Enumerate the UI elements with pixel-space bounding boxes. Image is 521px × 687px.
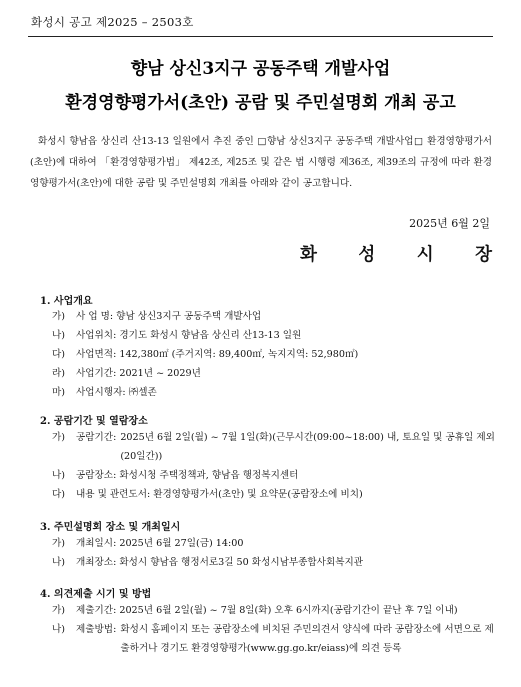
document-number: 화성시 공고 제2025 – 2503호 [31, 15, 194, 29]
signer-char: 화 [300, 245, 317, 265]
header-divider [28, 36, 493, 37]
list-item [52, 466, 497, 485]
section-heading: 3. 주민설명회 장소 및 개최일시 [40, 522, 181, 533]
list-item [52, 326, 497, 345]
notice-date: 2025년 6월 2일 [409, 217, 490, 230]
item-text: 사업면적: 142,380㎡ (주거지역: 89,400㎡, 녹지지역: 52,980㎡) [76, 349, 359, 360]
item-text: 제출기간: 2025년 6월 2일(월) ~ 7월 8일(화) 오후 6시까지(공람기간이 끝난 후 7일 이내) [76, 605, 458, 616]
item-text: 개최장소: 화성시 향남읍 행정서로3길 50 화성시남부종합사회복지관 [76, 557, 364, 568]
item-marker: 가) [52, 538, 66, 549]
item-label: 공람기간: [76, 432, 117, 443]
section-heading: 4. 의견제출 시기 및 방법 [40, 589, 152, 600]
item-marker: 나) [52, 330, 66, 341]
intro-paragraph: 화성시 향남읍 상신리 산13-13 일원에서 추진 중인 □향남 상신3지구 공동주택 개발사업□ 환경영향평가서(초안)에 대하여 「환경영향평가법」 제42조, 제25조 및 같은 법 시행령 제36조, 제39조의 규정에 따라 환경영향평가서(초안)에 대한 공람 및 주민설명회 개최를 아래와 같이 공고합니다. [30, 136, 492, 189]
signer-char: 시 [416, 245, 434, 265]
title-line-2: 환경영향평가서(초안) 공람 및 주민설명회 개최 공고 [65, 93, 456, 113]
item-marker: 가) [52, 432, 66, 443]
section-heading: 1. 사업개요 [40, 296, 93, 307]
item-label: 제출방법: [76, 624, 117, 635]
item-marker: 라) [52, 368, 66, 379]
list-item [52, 428, 497, 466]
list-item [52, 553, 497, 572]
item-text: 2025년 6월 2일(월) ~ 7월 1일(화)(근무시간(09:00~18:00) 내, 토요일 및 공휴일 제외(20일간)) [120, 432, 495, 462]
list-item [52, 620, 497, 658]
title-line-1: 향남 상신3지구 공동주택 개발사업 [130, 59, 391, 79]
item-text: 사업기간: 2021년 ~ 2029년 [76, 368, 201, 379]
list-item [52, 345, 497, 364]
signer-char: 성 [358, 245, 376, 265]
item-marker: 다) [52, 489, 66, 500]
item-marker: 나) [52, 557, 66, 568]
item-text: 사업시행자: ㈜셀존 [76, 387, 157, 398]
item-text: 화성시 홈페이지 또는 공람장소에 비치된 주민의견서 양식에 따라 공람장소에 서면으로 제출하거나 경기도 환경영향평가(www.gg.go.kr/eiass)에 의견 등록 [120, 624, 494, 654]
item-text: 개최일시: 2025년 6월 27일(금) 14:00 [76, 538, 244, 549]
item-text: 사 업 명: 향남 상신3지구 공동주택 개발사업 [76, 311, 262, 322]
list-item [52, 383, 497, 402]
signer-char: 장 [475, 245, 492, 265]
signer-title [300, 241, 492, 266]
item-text: 사업위치: 경기도 화성시 향남읍 상신리 산13-13 일원 [76, 330, 302, 341]
item-text: 내용 및 관련도서: 환경영향평가서(초안) 및 요약문(공람장소에 비치) [76, 489, 363, 500]
list-item [52, 534, 497, 553]
item-marker: 나) [52, 470, 66, 481]
section-heading: 2. 공람기간 및 열람장소 [40, 416, 148, 427]
list-item [52, 601, 497, 620]
list-item [52, 307, 497, 326]
list-item [52, 485, 497, 504]
item-marker: 가) [52, 311, 66, 322]
list-item [52, 364, 497, 383]
item-marker: 마) [52, 387, 66, 398]
item-marker: 가) [52, 605, 66, 616]
item-text: 공람장소: 화성시청 주택정책과, 향남읍 행정복지센터 [76, 470, 299, 481]
item-marker: 다) [52, 349, 66, 360]
item-marker: 나) [52, 624, 66, 635]
